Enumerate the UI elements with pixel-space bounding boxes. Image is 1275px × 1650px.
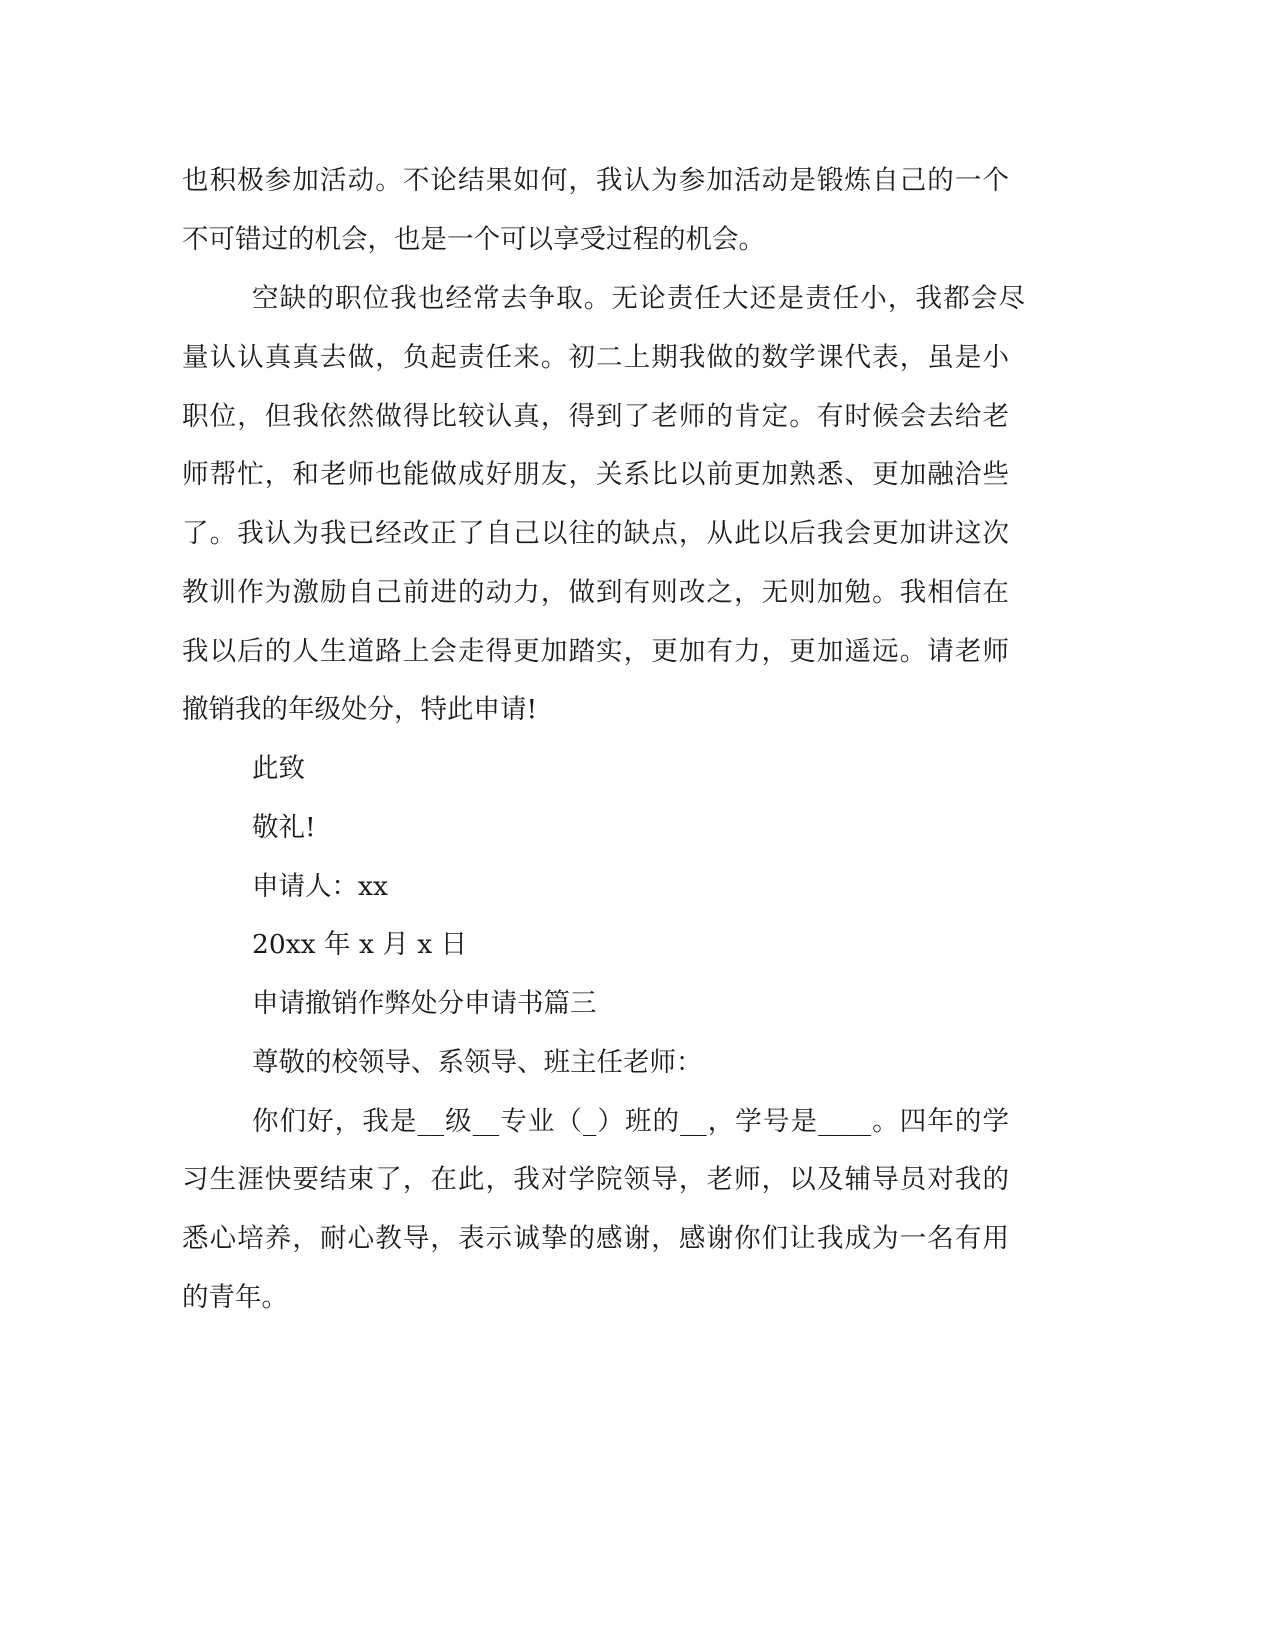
body-line-6: 师帮忙，和老师也能做成好朋友，关系比以前更加熟悉、更加融洽些	[182, 459, 1009, 490]
body-line-12: 习生涯快要结束了，在此，我对学院领导，老师，以及辅导员对我的	[182, 1164, 1009, 1195]
closing-salutation: 此致	[252, 753, 305, 784]
body-line-1: 也积极参加活动。不论结果如何，我认为参加活动是锻炼自己的一个	[182, 165, 1009, 196]
body-line-3: 空缺的职位我也经常去争取。无论责任大还是责任小，我都会尽	[252, 283, 1025, 314]
body-line-8: 教训作为激励自己前进的动力，做到有则改之，无则加勉。我相信在	[182, 577, 1009, 608]
body-line-7: 了。我认为我已经改正了自己以往的缺点，从此以后我会更加讲这次	[182, 518, 1009, 549]
body-line-13: 悉心培养，耐心教导，表示诚挚的感谢，感谢你们让我成为一名有用	[182, 1223, 1009, 1254]
letter-greeting: 尊敬的校领导、系领导、班主任老师：	[252, 1047, 703, 1078]
body-line-5: 职位，但我依然做得比较认真，得到了老师的肯定。有时候会去给老	[182, 401, 1009, 432]
body-line-14: 的青年。	[182, 1282, 288, 1313]
body-line-11: 你们好，我是__级__专业（_）班的__，学号是____。四年的学	[252, 1106, 1009, 1137]
date-line: 20xx 年 x 月 x 日	[252, 929, 468, 960]
body-line-9: 我以后的人生道路上会走得更加踏实，更加有力，更加遥远。请老师	[182, 636, 1009, 667]
body-line-2: 不可错过的机会，也是一个可以享受过程的机会。	[182, 224, 765, 255]
closing-regards: 敬礼!	[252, 812, 316, 843]
section-title: 申请撤销作弊处分申请书篇三	[252, 988, 597, 1019]
body-line-4: 量认认真真去做，负起责任来。初二上期我做的数学课代表，虽是小	[182, 342, 1009, 373]
body-line-10: 撤销我的年级处分，特此申请!	[182, 694, 538, 725]
applicant-signature: 申请人：xx	[252, 871, 388, 902]
